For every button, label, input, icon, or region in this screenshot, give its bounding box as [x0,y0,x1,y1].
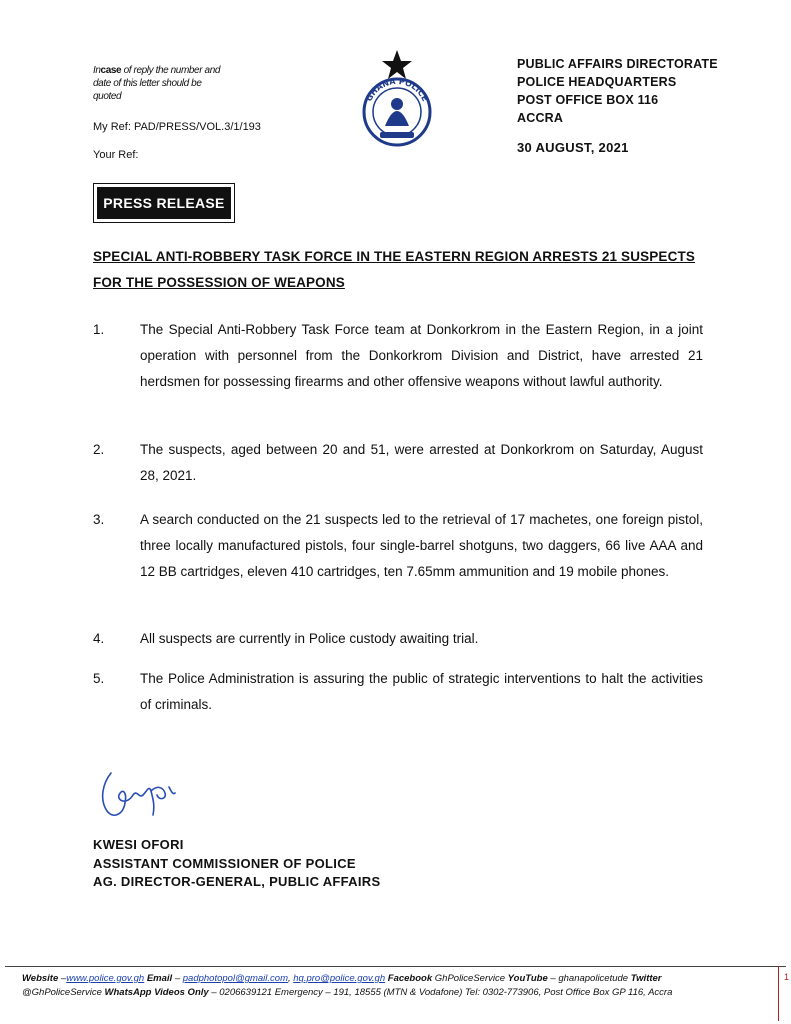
paragraph-text: All suspects are currently in Police custody awaiting trial. [140,631,479,646]
paragraph-1 [93,317,703,395]
website-label: Website [22,973,59,984]
paragraph-3 [93,507,703,585]
footer-line-2 [22,986,762,1000]
crest-label: GHANA POLICE [364,76,430,103]
paragraph-number: 5. [93,671,105,686]
address-block [517,55,718,127]
footer-separator: , [287,973,294,984]
footer-line-1 [22,972,762,986]
youtube-handle: – ghanapolicetude [547,973,631,984]
paragraph-number: 3. [93,512,105,527]
website-link[interactable]: www.police.gov.gh [66,973,145,984]
footer-accent-divider [778,966,779,1021]
footer-contacts [22,972,762,1000]
facebook-label: Facebook [387,973,433,984]
reply-note-prefix: In [93,65,101,76]
youtube-label: YouTube [507,973,548,984]
signer-rank: ASSISTANT COMMISSIONER OF POLICE [93,855,356,871]
address-line: POST OFFICE BOX 116 [517,93,659,107]
paragraph-number: 2. [93,442,105,457]
paragraph-2 [93,437,703,489]
facebook-handle: GhPoliceService [432,973,508,984]
footer-separator: – [58,973,67,984]
page-number: 1 [784,972,790,982]
paragraph-text: The Police Administration is assuring the public of strategic interventions to halt the activities of criminals. [140,671,703,712]
your-reference: Your Ref: [93,149,139,161]
release-date: 30 AUGUST, 2021 [517,140,629,155]
paragraph-4 [93,626,703,652]
headline: SPECIAL ANTI-ROBBERY TASK FORCE IN THE EASTERN REGION ARRESTS 21 SUSPECTS FOR THE POSSESSION OF WEAPONS [93,249,696,290]
whatsapp-label: WhatsApp Videos Only [104,987,209,998]
email-label: Email [146,973,173,984]
signer-title: AG. DIRECTOR-GENERAL, PUBLIC AFFAIRS [93,874,381,889]
paragraph-number: 1. [93,322,105,337]
email-link-1[interactable]: padphotopol@gmail.com [182,973,288,984]
paragraph-text: The Special Anti-Robbery Task Force team at Donkorkrom in the Eastern Region, in a joint operation with personnel from the Donkorkrom Division and District, have arrested 21 herdsmen for possessing firearms and other offensive weapons without lawful authority. [140,322,703,389]
address-line: ACCRA [517,111,564,125]
reply-instruction-note [93,64,223,103]
footer-separator: – [172,973,183,984]
handwritten-signature-icon [93,765,183,825]
twitter-handle: @GhPoliceService [22,987,105,998]
press-release-box [93,183,235,223]
footer-divider [5,966,786,967]
paragraph-number: 4. [93,631,105,646]
press-release-label: PRESS RELEASE [97,187,231,219]
ghana-police-crest-icon [352,48,442,148]
paragraph-text: A search conducted on the 21 suspects led to the retrieval of 17 machetes, one foreign pistol, three locally manufactured pistols, four single-barrel shotguns, two daggers, 66 live AAA and 12 BB cartridges, eleven 410 cartridges, ten 7.65mm ammunition and 19 mobile phones. [140,512,703,579]
twitter-label: Twitter [630,973,662,984]
reply-note-rest: of reply the number and date of this letter should be quoted [93,65,221,102]
my-reference: My Ref: PAD/PRESS/VOL.3/1/193 [93,121,261,133]
signer-block [93,836,380,892]
email-link-2[interactable]: hq.pro@police.gov.gh [293,973,386,984]
signer-name: KWESI OFORI [93,837,184,852]
reply-note-bold: case [100,65,122,76]
address-line: PUBLIC AFFAIRS DIRECTORATE [517,57,718,71]
paragraph-text: The suspects, aged between 20 and 51, were arrested at Donkorkrom on Saturday, August 28, 2021. [140,442,703,483]
footer-contact-details: – 0206639121 Emergency – 191, 18555 (MTN & Vodafone) Tel: 0302-773906, Post Office Box GP 116, Accra [208,987,673,998]
address-line: POLICE HEADQUARTERS [517,75,677,89]
paragraph-5 [93,666,703,718]
